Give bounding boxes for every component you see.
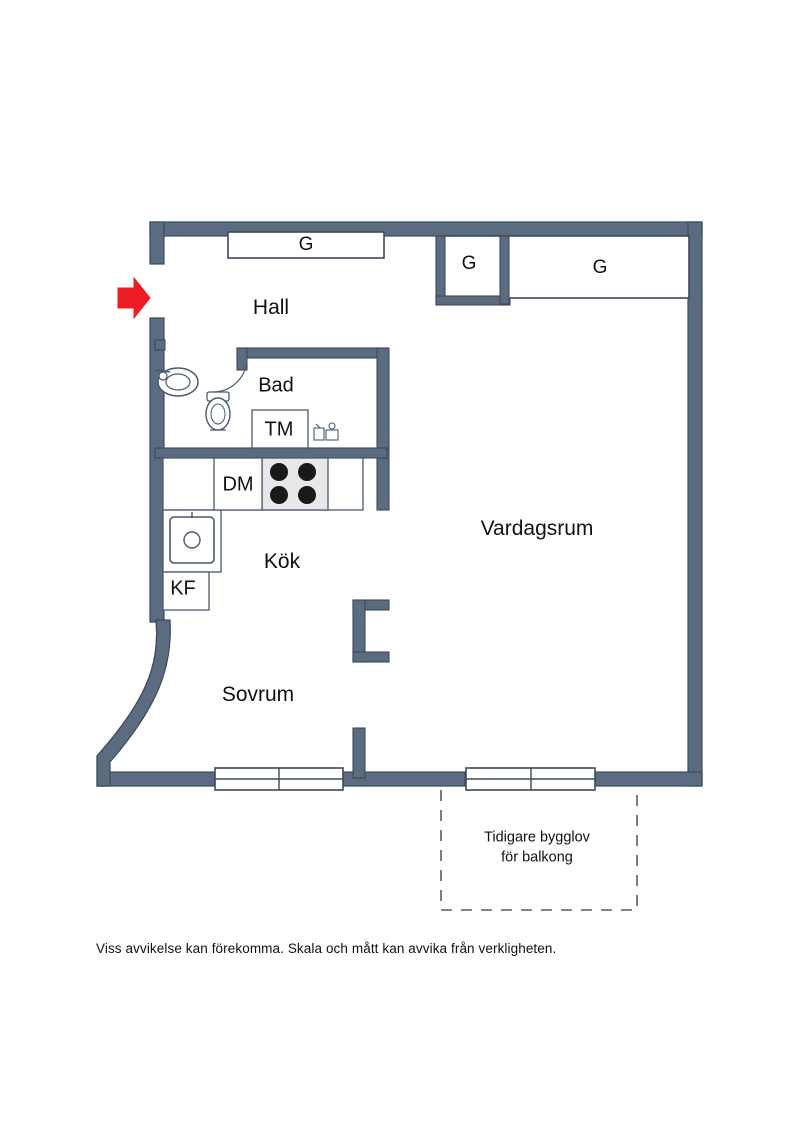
room-label-hall: Hall <box>252 295 290 319</box>
room-label-vardagsrum: Vardagsrum <box>480 516 594 540</box>
appliance-label-tm: TM <box>264 418 294 441</box>
room-label-kok: Kök <box>263 549 301 573</box>
window-sovrum <box>215 768 343 790</box>
room-label-sovrum: Sovrum <box>221 682 295 706</box>
entrance-arrow <box>118 278 150 318</box>
disclaimer-text: Viss avvikelse kan förekomma. Skala och mått kan avvika från verkligheten. <box>96 941 557 956</box>
appliance-label-kf: KF <box>170 577 196 600</box>
balcony-annotation-line1: Tidigare bygglov <box>484 829 590 846</box>
balcony-annotation-line2: för balkong <box>501 849 573 865</box>
window-vardagsrum <box>466 768 595 790</box>
closet-label-living: G <box>592 257 608 279</box>
appliance-label-dm: DM <box>222 473 254 496</box>
closet-label-hall: G <box>298 234 314 256</box>
closet-label-small: G <box>461 253 477 275</box>
room-label-bad: Bad <box>258 374 294 397</box>
balcony-annotation <box>484 828 590 867</box>
